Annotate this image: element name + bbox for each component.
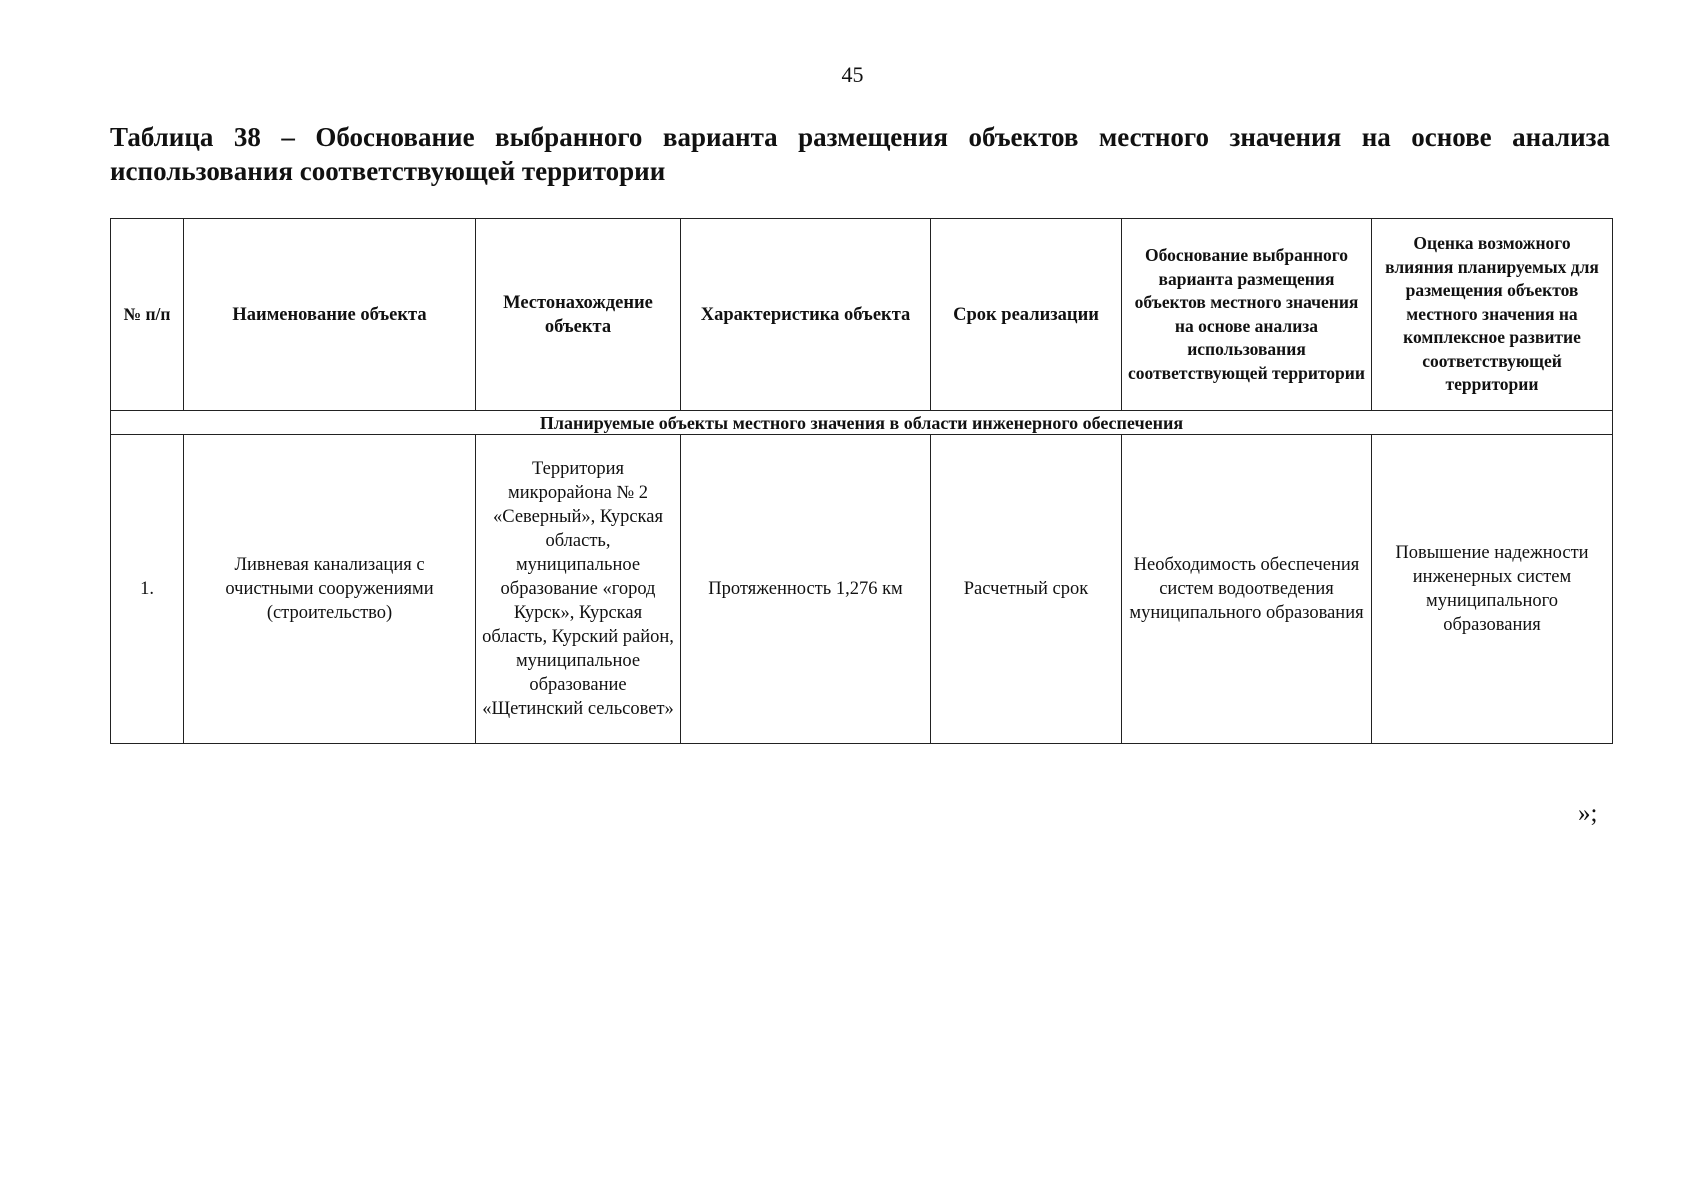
- cell-impact: Повышение надежности инженерных систем муниципального образования: [1372, 435, 1613, 744]
- planned-objects-table: [110, 218, 1613, 744]
- header-justification: Обоснование выбранного варианта размещения объектов местного значения на основе анализа использования соответствующей территории: [1122, 219, 1372, 411]
- cell-justification: Необходимость обеспечения систем водоотведения муниципального образования: [1122, 435, 1372, 744]
- cell-number: 1.: [111, 435, 184, 744]
- table-caption: Таблица 38 – Обоснование выбранного варианта размещения объектов местного значения на основе анализа использования соответствующей территории: [110, 122, 1610, 186]
- cell-characteristic: Протяженность 1,276 км: [681, 435, 931, 744]
- header-object-name: Наименование объекта: [184, 219, 476, 411]
- page-number: 45: [841, 62, 864, 87]
- table-header-row: [111, 219, 1613, 411]
- header-location: Местонахождение объекта: [476, 219, 681, 411]
- table-row: [111, 435, 1613, 744]
- header-impact: Оценка возможного влияния планируемых для размещения объектов местного значения на комплексное развитие соответствующей территории: [1372, 219, 1613, 411]
- header-characteristic: Характеристика объекта: [681, 219, 931, 411]
- cell-location: Территория микрорайона № 2 «Северный», Курская область, муниципальное образование «город Курск», Курская область, Курский район, муниципальное образование «Щетинский сельсовет»: [476, 435, 681, 744]
- section-row: [111, 411, 1613, 435]
- section-title: Планируемые объекты местного значения в области инженерного обеспечения: [111, 411, 1613, 435]
- closing-quote-mark: »;: [1578, 800, 1598, 827]
- header-term: Срок реализации: [931, 219, 1122, 411]
- cell-term: Расчетный срок: [931, 435, 1122, 744]
- header-number: № п/п: [111, 219, 184, 411]
- cell-object-name: Ливневая канализация с очистными сооружениями (строительство): [184, 435, 476, 744]
